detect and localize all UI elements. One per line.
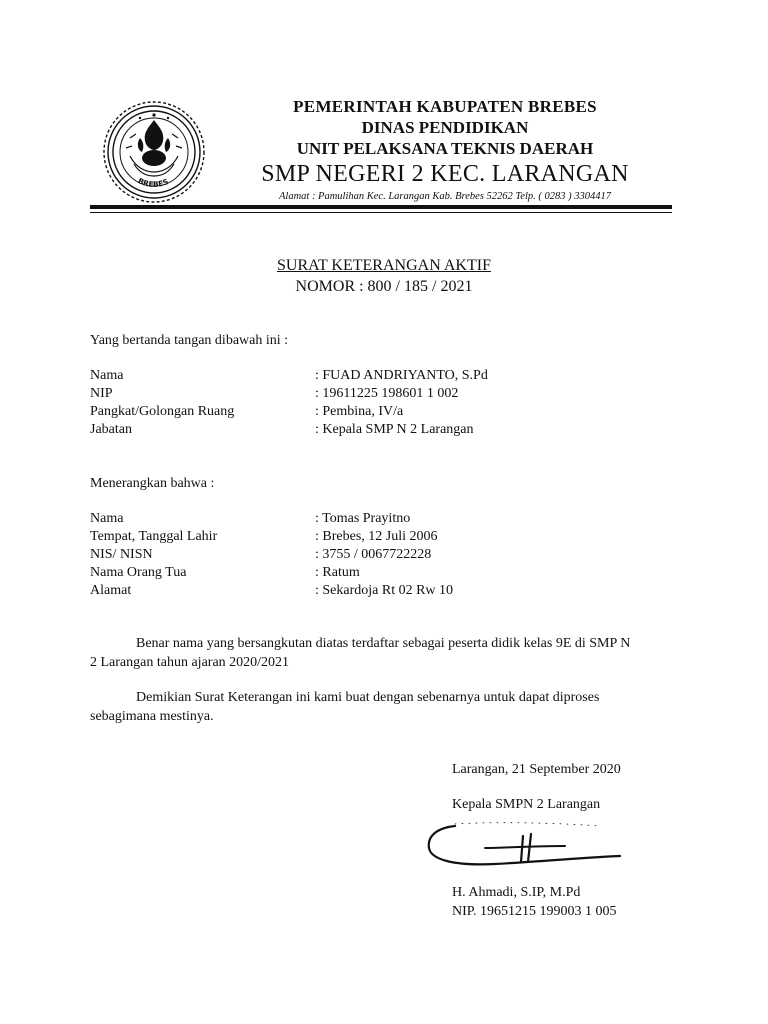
student-row (90, 546, 650, 564)
signer-row-label: Jabatan (90, 422, 132, 437)
paragraph-closing-line2: sebagimana mestinya. (90, 709, 214, 724)
student-row (90, 564, 650, 582)
paragraph-closing-line1: Demikian Surat Keterangan ini kami buat dengan sebenarnya untuk dapat diproses (136, 690, 600, 705)
signer-row (90, 367, 650, 385)
letterhead-address: Alamat : Pamulihan Kec. Larangan Kab. Brebes 52262 Telp. ( 0283 ) 3304417 (278, 191, 611, 202)
paragraph-enrollment (90, 634, 682, 672)
letterhead-divider-thick (90, 205, 672, 209)
student-row-label: Tempat, Tanggal Lahir (90, 529, 218, 544)
paragraph-enrollment-line2: 2 Larangan tahun ajaran 2020/2021 (90, 655, 290, 670)
student-row-value: : Brebes, 12 Juli 2006 (315, 529, 438, 544)
paragraph-enrollment-line1: Benar nama yang bersangkutan diatas terdaftar sebagai peserta didik kelas 9E di SMP N (136, 636, 631, 651)
student-row (90, 528, 650, 546)
place-date: Larangan, 21 September 2020 (452, 762, 621, 777)
student-row-value: : Ratum (315, 565, 360, 580)
letterhead-government: PEMERINTAH KABUPATEN BREBES (293, 97, 597, 116)
signer-row-value: : Kepala SMP N 2 Larangan (315, 422, 474, 437)
student-row-label: Nama (90, 511, 124, 526)
student-row-value: : 3755 / 0067722228 (315, 547, 432, 562)
student-row-label: Alamat (90, 583, 132, 598)
signer-row-value: : 19611225 198601 1 002 (315, 386, 459, 401)
signer-row-value: : FUAD ANDRIYANTO, S.Pd (315, 368, 488, 383)
signer-row-label: Pangkat/Golongan Ruang (90, 404, 235, 419)
statement-text: Menerangkan bahwa : (90, 476, 215, 491)
regency-emblem-logo-icon (100, 98, 208, 206)
letterhead-divider-thin (90, 212, 672, 213)
signer-name: H. Ahmadi, S.IP, M.Pd (452, 885, 581, 900)
signer-row (90, 421, 650, 439)
handwritten-signature-icon (425, 818, 635, 874)
paragraph-closing (90, 688, 682, 726)
document-number: NOMOR : 800 / 185 / 2021 (295, 278, 473, 295)
signer-row (90, 385, 650, 403)
signer-nip: NIP. 19651215 199003 1 005 (452, 904, 617, 919)
student-row-label: NIS/ NISN (90, 547, 153, 562)
signer-row (90, 403, 650, 421)
signer-position: Kepala SMPN 2 Larangan (452, 797, 601, 812)
letterhead (240, 96, 650, 205)
student-row-value: : Sekardoja Rt 02 Rw 10 (315, 583, 454, 598)
student-row (90, 582, 650, 600)
logo-ring-text: BREBES (136, 176, 170, 190)
document-title: SURAT KETERANGAN AKTIF (277, 257, 491, 274)
letterhead-unit: UNIT PELAKSANA TEKNIS DAERAH (296, 139, 594, 158)
intro-text: Yang bertanda tangan dibawah ini : (90, 333, 289, 348)
letterhead-school-name: SMP NEGERI 2 KEC. LARANGAN (261, 161, 629, 187)
signer-row-value: : Pembina, IV/a (315, 404, 404, 419)
letterhead-department: DINAS PENDIDIKAN (361, 118, 529, 137)
student-row-value: : Tomas Prayitno (315, 511, 411, 526)
student-row-label: Nama Orang Tua (90, 565, 187, 580)
signer-row-label: Nama (90, 368, 124, 383)
student-row (90, 510, 650, 528)
document-title-block (90, 255, 678, 297)
signer-row-label: NIP (90, 386, 113, 401)
